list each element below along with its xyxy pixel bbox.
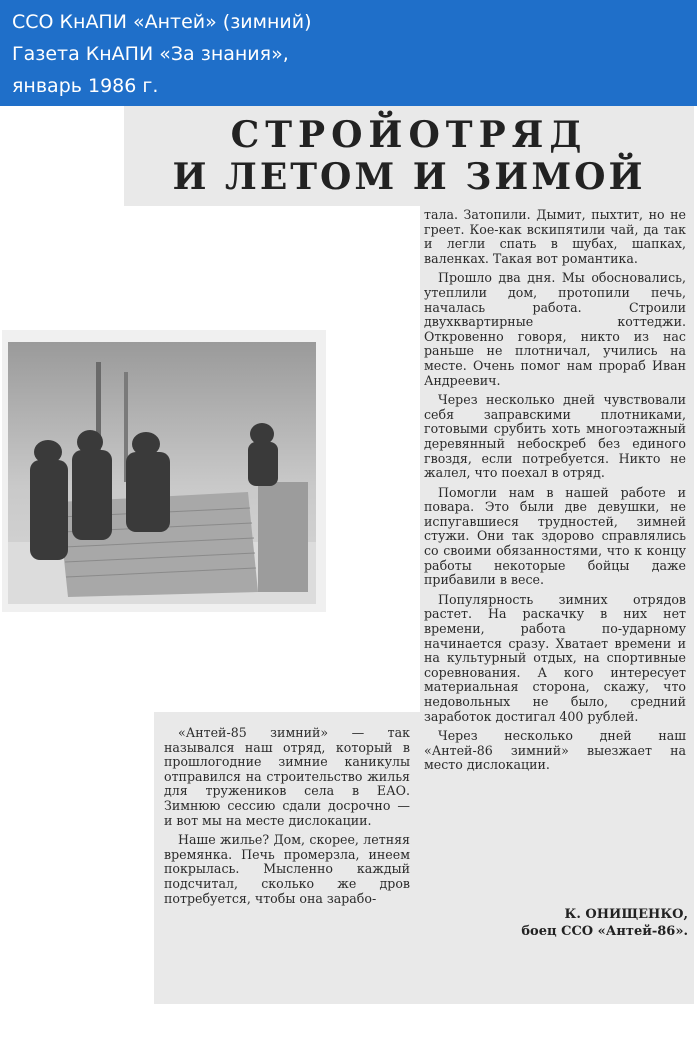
caption-line-3: январь 1986 г. <box>12 75 159 97</box>
article-paragraph: «Антей-85 зимний» — так назывался наш отряд, который в прошлогодние зимние каникулы отправился на строительство жилья для тружеников села в ЕАО. Зимнюю сессию сдали досрочно — и вот мы на месте дислокации. <box>164 725 410 828</box>
headline-line-2: И ЛЕТОМ И ЗИМОЙ <box>172 156 646 198</box>
headline-line-1: СТРОЙОТРЯД <box>230 114 588 156</box>
author-role: боец ССО «Антей-86». <box>521 924 688 939</box>
article-paragraph: Наше жилье? Дом, скорее, летняя времянка. Печь промерзла, инеем покрылась. Мысленно каждый подсчитал, сколько же дров потребуется, чтобы она зарабо- <box>164 832 410 906</box>
caption-line-2: Газета КнАПИ «За знания», <box>12 43 289 65</box>
caption-line-1: ССО КнАПИ «Антей» (зимний) <box>12 11 312 33</box>
article-paragraph: Помогли нам в нашей работе и повара. Это были две девушки, не испугавшиеся трудностей, зимней стужи. Они так здорово справлялись со своими обязанностями, что к концу работы некоторые бойцы даже прибавили в весе. <box>424 484 686 588</box>
author-name: К. ОНИЩЕНКО, <box>564 907 688 922</box>
article-signature <box>440 906 688 940</box>
article-paragraph: тала. Затопили. Дымит, пыхтит, но не греет. Кое-как вскипятили чай, да так и легли спать в шубах, шапках, валенках. Такая вот романтика. <box>424 207 686 266</box>
newspaper-photo <box>8 342 316 604</box>
article-right-column <box>424 208 686 778</box>
article-bottom-column <box>164 726 410 911</box>
article-paragraph: Популярность зимних отрядов растет. На раскачку в них нет времени, работа по-ударному начинается сразу. Хватает времени и на культурный отдых, на спортивные соревнования. А кого интересует материальная сторона, скажу, что недовольных не было, средний заработок достигал 400 рублей. <box>424 591 686 724</box>
article-paragraph: Прошло два дня. Мы обосновались, утеплили дом, протопили печь, началась работа. Строили двухквартирные коттеджи. Откровенно говоря, никто из нас раньше не плотничал, учились на месте. Очень помог нам прораб Иван Андреевич. <box>424 270 686 388</box>
article-paragraph: Через несколько дней чувствовали себя заправскими плотниками, готовыми срубить хоть многоэтажный деревянный небоскреб без единого гвоздя, если потребуется. Никто не жалел, что поехал в отряд. <box>424 392 686 481</box>
article-paragraph: Через несколько дней наш «Антей-86 зимний» выезжает на место дислокации. <box>424 728 686 773</box>
